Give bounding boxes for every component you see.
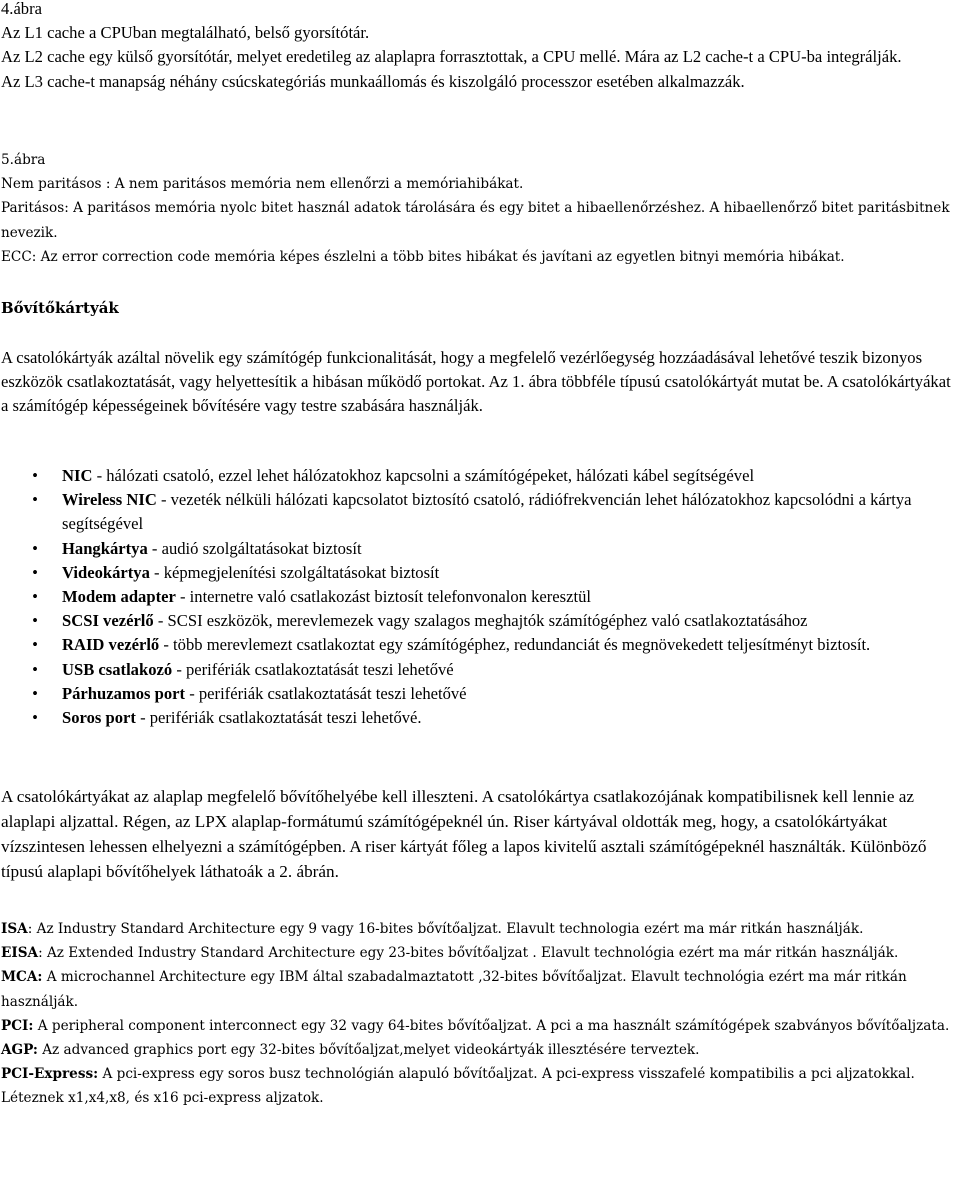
figure-4-label: 4.ábra [1, 0, 42, 18]
bullet-icon: • [32, 587, 38, 607]
slot-pci [1, 1014, 950, 1038]
card-desc: - több merevlemezt csatlakoztat egy számítógéphez, redundanciát és megnövekedett teljesítményt biztosít. [159, 635, 871, 655]
slot-desc: Az advanced graphics port egy 32-bites bővítőaljzat,melyet videokártyák illesztésére terveztek. [37, 1042, 700, 1059]
bullet-icon: • [32, 611, 38, 631]
card-term: Videokártya [62, 562, 150, 582]
slot-term: AGP: [1, 1042, 38, 1059]
card-term: RAID vezérlő [62, 635, 160, 655]
bullet-icon: • [32, 538, 38, 558]
slot-desc: : Az Industry Standard Architecture egy 9 vagy 16-bites bővítőaljzat. Elavult technologia ezért ma már ritkán használják. [27, 921, 864, 937]
slot-pci-express [1, 1062, 950, 1110]
bullet-icon: • [32, 708, 38, 728]
card-desc: - vezeték nélküli hálózati kapcsolatot biztosító csatoló, rádiófrekvencián lehet hálózatokhoz kapcsolódni a kártya segítségével [62, 490, 912, 534]
slot-isa [1, 917, 950, 941]
list-item [28, 658, 950, 682]
card-desc: - internetre való csatlakozást biztosít telefonvonalon keresztül [175, 587, 591, 607]
slot-desc: A pci-express egy soros busz technológián alapuló bővítőaljzat. A pci-express visszafelé kompatibilis a pci aljzatokkal. Léteznek x1,x4,x8, és x16 pci-express aljzatok. [1, 1066, 915, 1107]
bullet-icon: • [32, 659, 38, 679]
slot-desc: A peripheral component interconnect egy 32 vagy 64-bites bővítőaljzat. A pci a ma használt számítógépek szabványos bővítőaljzata. [33, 1017, 950, 1034]
expansion-card-list [28, 464, 950, 730]
card-desc: - hálózati csatoló, ezzel lehet hálózatokhoz kapcsolni a számítógépeket, hálózati kábel segítségével [92, 466, 755, 485]
card-term: Soros port [62, 708, 136, 728]
l1-cache-line: Az L1 cache a CPUban megtalálható, belső gyorsítótár. [1, 23, 370, 43]
list-item [28, 682, 950, 706]
list-item [28, 633, 950, 657]
list-item [28, 585, 950, 609]
list-item [28, 537, 950, 561]
card-desc: - perifériák csatlakoztatását teszi lehetővé [172, 659, 454, 679]
cache-section [1, 0, 957, 94]
bullet-icon: • [32, 562, 38, 582]
card-term: Párhuzamos port [62, 683, 186, 703]
bullet-icon: • [32, 466, 38, 485]
card-term: SCSI vezérlő [62, 611, 154, 631]
slots-paragraph: A csatolókártyákat az alaplap megfelelő bővítőhelyébe kell illeszteni. A csatolókártya csatlakozójának kompatibilisnek kell lennie az alaplapi aljzattal. Régen, az LPX alaplap-formátumú számítógépeknél ún. Riser kártyával oldották meg, hogy, a csatolókártyákat vízszintesen lehessen elhelyezni a számítógépben. A riser kártyát főleg a lapos kivitelű asztali számítógépeknél használták. Különböző típusú alaplapi bővítőhelyek láthatoák a 2. ábrán. [1, 787, 927, 881]
card-desc: - képmegjelenítési szolgáltatásokat biztosít [149, 562, 440, 582]
section-title: Bővítőkártyák [1, 299, 119, 317]
list-item [28, 561, 950, 585]
figure-5-label: 5.ábra [1, 152, 46, 168]
slot-mca [1, 965, 950, 1013]
bullet-icon: • [32, 490, 38, 510]
non-parity-line: Nem paritásos : A nem paritásos memória nem ellenőrzi a memóriahibákat. [1, 176, 524, 193]
list-item [28, 609, 950, 633]
card-term: USB csatlakozó [62, 659, 173, 679]
l2-cache-line: Az L2 cache egy külső gyorsítótár, melyet eredetileg az alaplapra forrasztottak, a CPU mellé. Mára az L2 cache-t a CPU-ba integrálják. [1, 47, 902, 67]
slot-agp [1, 1038, 950, 1062]
card-desc: - perifériák csatlakoztatását teszi lehetővé. [135, 708, 422, 728]
card-term: NIC [62, 466, 93, 485]
l3-cache-line: Az L3 cache-t manapság néhány csúcskategóriás munkaállomás és kiszolgáló processzor esetében alkalmazzák. [1, 71, 745, 91]
slot-desc: A microchannel Architecture egy IBM által szabadalmaztatott ,32-bites bővítőaljzat. Elavult technológia ezért ma már ritkán használják. [1, 969, 907, 1010]
parity-line: Paritásos: A paritásos memória nyolc bitet használ adatok tárolására és egy bitet a hibaellenőrzéshez. A hibaellenőrző bitet paritásbitnek nevezik. [1, 200, 950, 241]
memory-parity-section [1, 148, 957, 269]
bullet-icon: • [32, 683, 38, 703]
list-item [28, 488, 950, 536]
intro-paragraph: A csatolókártyák azáltal növelik egy számítógép funkcionalitását, hogy a megfelelő vezérlőegység hozzáadásával lehetővé teszik bizonyos eszközök csatlakoztatását, vagy helyettesítik a hibásan működő portokat. Az 1. ábra többféle típusú csatolókártyát mutat be. A csatolókártyákat a számítógép képességeinek bővítésére vagy testre szabására használják. [1, 348, 951, 416]
slot-eisa [1, 941, 950, 965]
card-term: Modem adapter [62, 587, 176, 607]
slot-term: EISA [1, 945, 39, 962]
bullet-icon: • [32, 635, 38, 655]
slot-term: MCA: [1, 969, 43, 986]
slot-term: PCI: [1, 1017, 34, 1034]
card-desc: - SCSI eszközök, merevlemezek vagy szalagos meghajtók számítógéphez való csatlakoztatásához [153, 611, 808, 631]
list-item [28, 464, 950, 488]
card-desc: - perifériák csatlakoztatását teszi lehetővé [185, 683, 467, 703]
list-item [28, 706, 950, 730]
slot-desc: : Az Extended Industry Standard Architecture egy 23-bites bővítőaljzat . Elavult technológia ezért ma már ritkán használják. [38, 945, 899, 962]
slot-types-section [1, 917, 950, 1111]
card-term: Hangkártya [62, 538, 148, 558]
slot-term: PCI-Express: [1, 1066, 99, 1083]
slot-term: ISA [1, 921, 28, 937]
card-desc: - audió szolgáltatásokat biztosít [147, 538, 362, 558]
ecc-line: ECC: Az error correction code memória képes észlelni a több bites hibákat és javítani az egyetlen bitnyi memória hibákat. [1, 248, 845, 265]
card-term: Wireless NIC [62, 490, 157, 510]
